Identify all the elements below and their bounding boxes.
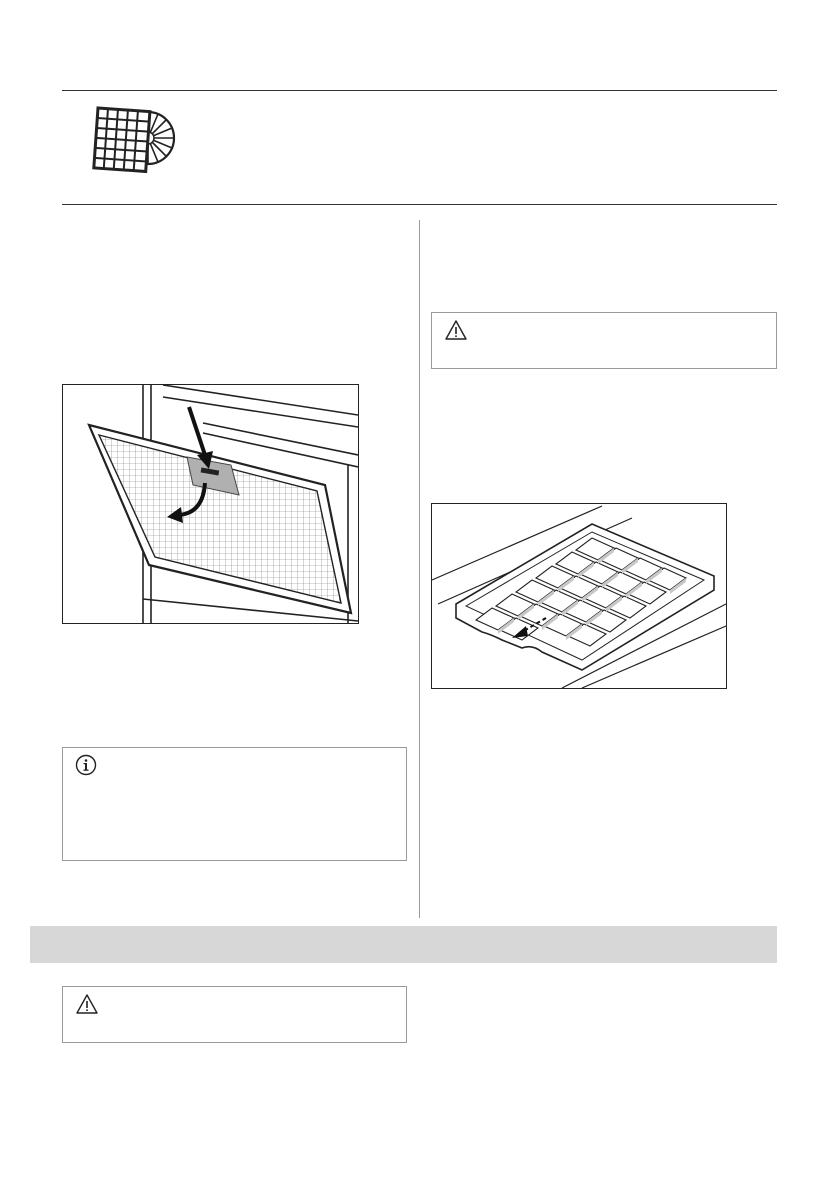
header-top-rule bbox=[62, 90, 777, 91]
info-note-box bbox=[62, 747, 407, 861]
filter-and-fan-icon bbox=[80, 96, 180, 180]
warning-note-box-bottom bbox=[62, 986, 407, 1043]
warning-note-box-right bbox=[431, 312, 777, 369]
warning-triangle-icon bbox=[75, 993, 99, 1015]
warning-triangle-icon bbox=[444, 319, 468, 341]
section-heading-bar bbox=[30, 926, 777, 963]
column-separator bbox=[419, 220, 420, 918]
info-circle-icon bbox=[75, 754, 97, 776]
header-bottom-rule bbox=[62, 204, 777, 205]
grease-filter-removal-figure bbox=[62, 384, 359, 624]
carbon-filter-removal-figure bbox=[431, 503, 727, 689]
